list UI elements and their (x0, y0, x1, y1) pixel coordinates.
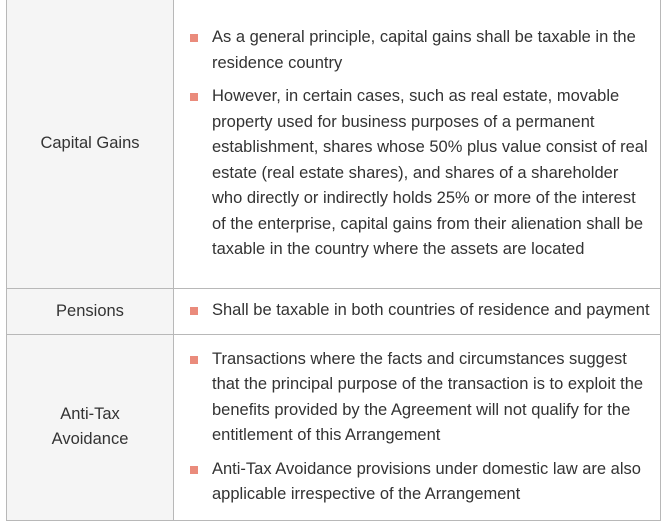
tax-treaty-table (6, 0, 661, 521)
table-row-capital-gains (7, 0, 661, 288)
square-bullet-icon (190, 307, 198, 315)
row-label-capital-gains: Capital Gains (7, 0, 174, 288)
square-bullet-icon (190, 356, 198, 364)
row-label-pensions: Pensions (7, 288, 174, 334)
list-item (188, 25, 652, 76)
square-bullet-icon (190, 34, 198, 42)
row-label-line: Anti-Tax (60, 405, 120, 423)
row-content-capital-gains (174, 0, 661, 288)
bullet-list (188, 25, 652, 263)
list-item-text: However, in certain cases, such as real estate, movable property used for business purposes of a permanent establishment, shares whose 50% plus value consist of real estate (real estate shares), and shares of a shareholder who directly or indirectly holds 25% or more of the interest of the enterprise, capital gains from their alienation shall be taxable in the country where the assets are located (212, 87, 648, 258)
row-label-anti-tax-avoidance (7, 334, 174, 520)
list-item-text: Anti-Tax Avoidance provisions under domestic law are also applicable irrespective of the Arrangement (212, 459, 641, 503)
list-item-text: Transactions where the facts and circumstances suggest that the principal purpose of the transaction is to exploit the benefits provided by the Agreement will not qualify for the entitlement of this Arrangement (212, 349, 644, 444)
list-item (188, 457, 652, 508)
list-item-text: Shall be taxable in both countries of residence and payment (212, 301, 650, 320)
square-bullet-icon (190, 466, 198, 474)
list-item (188, 347, 652, 449)
table-row-anti-tax-avoidance (7, 334, 661, 520)
list-item (188, 298, 652, 324)
list-item (188, 84, 652, 263)
square-bullet-icon (190, 93, 198, 101)
bullet-list (188, 298, 652, 324)
row-label-line: Avoidance (51, 430, 129, 448)
row-content-pensions (174, 288, 661, 334)
list-item-text: As a general principle, capital gains shall be taxable in the residence country (212, 28, 636, 72)
table-row-pensions (7, 288, 661, 334)
row-content-anti-tax-avoidance (174, 334, 661, 520)
bullet-list (188, 347, 652, 508)
